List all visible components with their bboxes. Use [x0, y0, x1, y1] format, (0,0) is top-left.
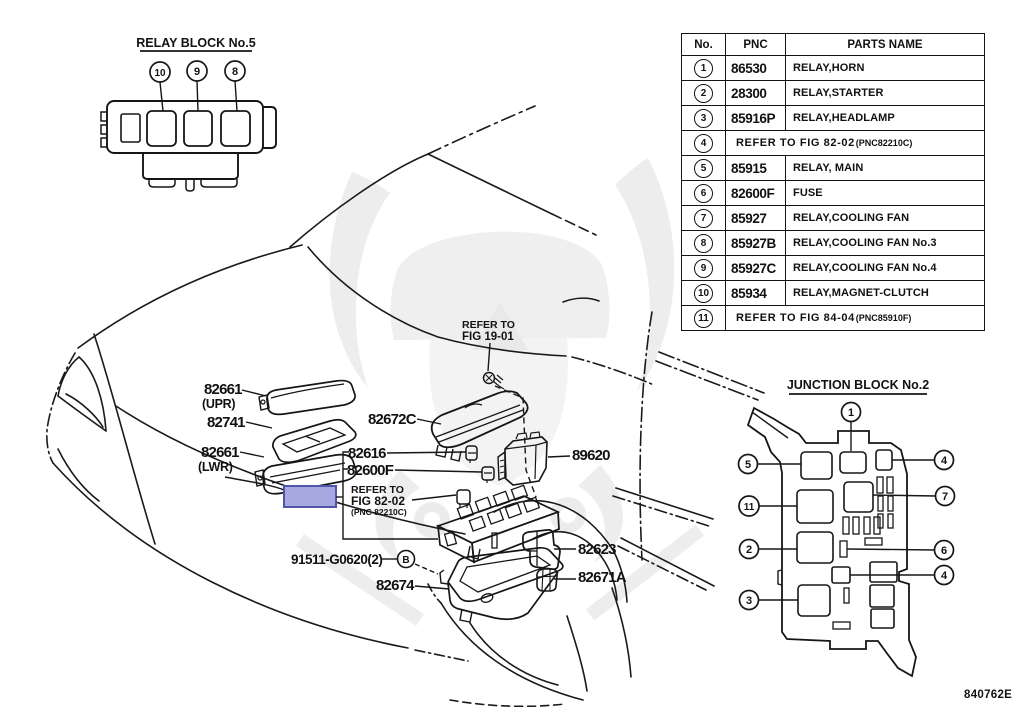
label-82661-upr-sub: (UPR): [202, 397, 236, 411]
label-refer-19-01-line2: FIG 19-01: [462, 331, 514, 343]
row-pnc: 86530: [726, 56, 786, 81]
relay-callout-10: 10: [154, 68, 166, 79]
relay-block-no5-drawing: [101, 101, 276, 191]
junction-callout-11: 11: [743, 502, 755, 513]
page-code: 840762E: [964, 689, 1013, 701]
label-82616: 82616: [348, 445, 386, 462]
row-name: RELAY,MAGNET-CLUTCH: [786, 281, 985, 306]
table-row: [682, 81, 985, 106]
row-name: RELAY,COOLING FAN No.4: [786, 256, 985, 281]
table-row: [682, 281, 985, 306]
row-pnc: 82600F: [726, 181, 786, 206]
row-refer-note: REFER TO FIG 82-02(PNC82210C): [726, 131, 985, 156]
header-pnc: PNC: [726, 34, 786, 56]
row-no: 7: [682, 206, 726, 231]
row-pnc: 28300: [726, 81, 786, 106]
row-name: RELAY, MAIN: [786, 156, 985, 181]
label-82623: 82623: [578, 541, 616, 558]
junction-callout-4a: 4: [940, 455, 948, 467]
label-82674: 82674: [376, 577, 414, 594]
label-89620: 89620: [572, 447, 610, 464]
row-name: RELAY,HEADLAMP: [786, 106, 985, 131]
row-pnc: 85916P: [726, 106, 786, 131]
table-row: [682, 131, 985, 156]
row-pnc: 85934: [726, 281, 786, 306]
row-pnc: 85915: [726, 156, 786, 181]
table-header-row: [682, 34, 985, 56]
junction-callout-5: 5: [744, 459, 752, 471]
junction-callout-4b: 4: [940, 570, 948, 582]
highlight-location-box: [284, 486, 336, 507]
label-refer-82-02-line1: REFER TO: [351, 484, 404, 496]
label-82661-lwr: 82661: [201, 444, 239, 461]
row-name: FUSE: [786, 181, 985, 206]
table-row: [682, 156, 985, 181]
fuse-box-upper-drawing: [438, 485, 559, 562]
watermark-logo: [300, 158, 700, 620]
row-pnc: 85927C: [726, 256, 786, 281]
label-refer-19-01-line1: REFER TO: [462, 319, 515, 331]
row-no: 6: [682, 181, 726, 206]
row-no: 9: [682, 256, 726, 281]
table-row: [682, 181, 985, 206]
row-name: RELAY,COOLING FAN: [786, 206, 985, 231]
relay-block-title: RELAY BLOCK No.5: [136, 36, 256, 50]
label-82672c: 82672C: [368, 411, 416, 428]
table-row: [682, 56, 985, 81]
parts-table: [681, 33, 985, 331]
label-refer-82-02-line2: FIG 82-02: [351, 494, 406, 508]
row-no: 4: [682, 131, 726, 156]
junction-block-title: JUNCTION BLOCK No.2: [786, 378, 930, 392]
row-pnc: 85927: [726, 206, 786, 231]
table-row: [682, 206, 985, 231]
row-no: 5: [682, 156, 726, 181]
row-no: 3: [682, 106, 726, 131]
row-no: 10: [682, 281, 726, 306]
label-82741: 82741: [207, 414, 245, 431]
label-82661-lwr-sub: (LWR): [198, 460, 233, 474]
junction-callout-7: 7: [941, 491, 949, 503]
row-name: RELAY,HORN: [786, 56, 985, 81]
row-name: RELAY,STARTER: [786, 81, 985, 106]
bolt-callout-letter: B: [402, 555, 410, 566]
junction-callout-6: 6: [940, 545, 948, 557]
row-name: RELAY,COOLING FAN No.3: [786, 231, 985, 256]
table-row: [682, 231, 985, 256]
header-no: No.: [682, 34, 726, 56]
junction-callout-1: 1: [847, 407, 855, 419]
part-82661-upr-drawing: [259, 381, 355, 415]
label-91511: 91511-G0620(2): [291, 552, 383, 567]
label-82671a: 82671A: [578, 569, 626, 586]
row-no: 8: [682, 231, 726, 256]
row-no: 2: [682, 81, 726, 106]
relay-callout-9: 9: [193, 66, 201, 78]
table-row: [682, 256, 985, 281]
table-row: [682, 106, 985, 131]
junction-block-callout-lines: [757, 421, 936, 600]
row-no: 11: [682, 306, 726, 331]
junction-callout-3: 3: [745, 595, 753, 607]
row-pnc: 85927B: [726, 231, 786, 256]
label-refer-82-02-line3: (PNC 82210C): [351, 507, 407, 517]
highlight-leader-left: [225, 477, 284, 490]
row-refer-note: REFER TO FIG 84-04(PNC85910F): [726, 306, 985, 331]
row-no: 1: [682, 56, 726, 81]
junction-callout-2: 2: [745, 544, 753, 556]
label-82661-upr: 82661: [204, 381, 242, 398]
junction-block-drawing: [745, 408, 916, 676]
table-row: [682, 306, 985, 331]
label-82600f: 82600F: [347, 462, 394, 479]
part-82674-case-drawing: [440, 548, 563, 622]
header-parts-name: PARTS NAME: [786, 34, 985, 56]
relay-callout-8: 8: [231, 66, 239, 78]
